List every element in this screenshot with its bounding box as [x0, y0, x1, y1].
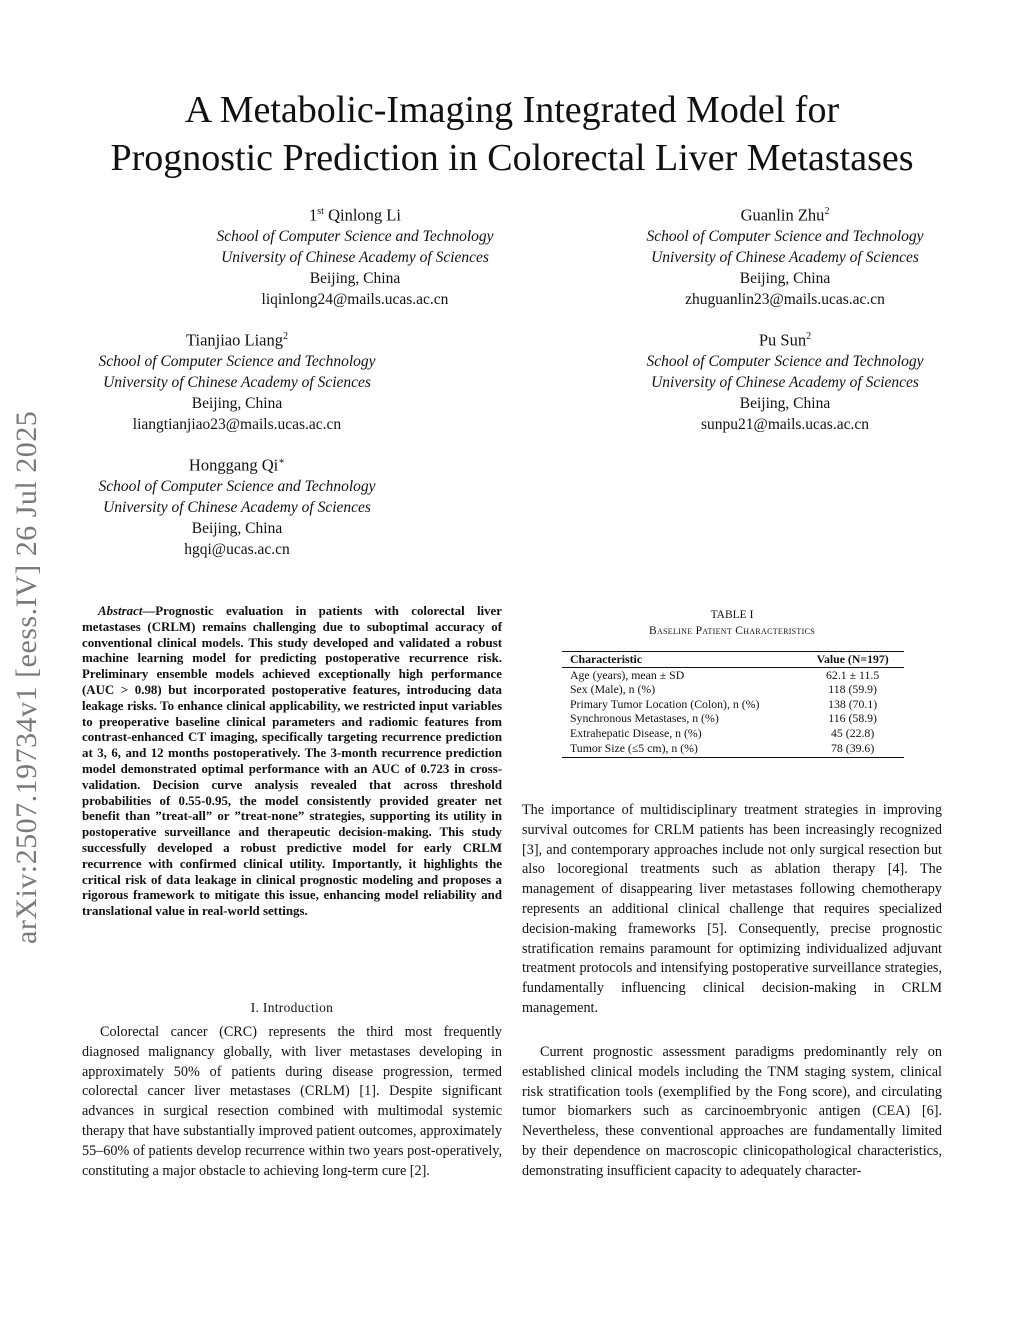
author-department: School of Computer Science and Technology: [98, 353, 376, 371]
intro-paragraph-1: Colorectal cancer (CRC) represents the third most frequently diagnosed malignancy globally, with liver metastases developing in approximately 50% of patients during disease progression, termed colorectal cancer liver metastases (CRLM) [1]. Despite significant advances in surgical resection combined with multimodal systemic therapy that have substantially improved patient outcomes, approximately 55–60% of patients develop recurrence within two years post-operatively, constituting a major obstacle to achieving long-term cure [2].: [82, 1024, 502, 1179]
table-cell: 45 (22.8): [831, 725, 875, 740]
author-name: Tianjiao Liang$^2$: [185, 330, 288, 350]
table-row: [562, 711, 904, 726]
title-line-1: A Metabolic-Imaging Integrated Model for: [184, 89, 840, 131]
author-city: Beijing, China: [191, 394, 283, 412]
arxiv-identifier: arXiv:2507.19734v1 [eess.IV] 26 Jul 2025: [10, 410, 43, 945]
table-cell: Tumor Size (≤5 cm), n (%): [562, 741, 801, 758]
author-name: Guanlin Zhu$^2$: [740, 205, 830, 225]
table-cell: Synchronous Metastases, n (%): [570, 711, 719, 726]
right-paragraph-1: The importance of multidisciplinary treatment strategies in improving survival outcomes for CRLM patients has been increasingly recognized [3], and contemporary approaches include not only surgical resection but also locoregional treatments such as ablation therapy [4]. The management of disappearing liver metastases following chemotherapy represents an additional clinical challenge that requires specialized decision-making frameworks [5]. Consequently, precise prognostic stratification remains paramount for optimizing individualized adjuvant treatment protocols and intensifying postoperative surveillance strategies, fundamentally influencing clinical decision-making in CRLM management.: [522, 802, 942, 1016]
author-name: Honggang Qi∗: [188, 455, 286, 475]
author-name: Pu Sun$^2$: [758, 330, 812, 350]
table-label: TABLE I: [710, 609, 754, 621]
table-cell: 118 (59.9): [828, 682, 877, 697]
table-row: [562, 667, 904, 682]
table-cell: 138 (70.1): [828, 696, 878, 711]
section-heading-introduction: I. Introduction: [250, 1000, 334, 1015]
author-university: University of Chinese Academy of Sciences: [103, 374, 371, 392]
author-block-4: [610, 327, 960, 435]
table-cell: 116 (58.9): [828, 711, 877, 726]
table-cell: 62.1 ± 11.5: [826, 667, 880, 682]
author-block-2: [610, 202, 960, 310]
author-name: 1st Qinlong Li: [309, 205, 401, 225]
title-line-2: Prognostic Prediction in Colorectal Liver Metastases: [110, 137, 914, 179]
right-paragraph-2: Current prognostic assessment paradigms predominantly rely on established clinical models including the TNM staging system, clinical risk stratification tools (exemplified by the Fong score), and circulating tumor biomarkers such as carcinoembryonic antigen (CEA) [6]. Nevertheless, these conventional approaches are fundamentally limited by their dependence on macroscopic clinicopathological characteristics, demonstrating insufficient capacity to adequately character-: [522, 1044, 942, 1179]
abstract: [82, 604, 502, 920]
table-row: [562, 682, 904, 697]
table-cell: Primary Tumor Location (Colon), n (%): [570, 696, 760, 711]
author-block-3: [62, 327, 412, 435]
author-university: University of Chinese Academy of Sciences: [651, 249, 919, 267]
author-block-1: [180, 202, 530, 310]
author-department: School of Computer Science and Technology: [646, 228, 924, 246]
author-university: University of Chinese Academy of Sciences: [651, 374, 919, 392]
baseline-characteristics-table: [562, 651, 904, 758]
paper-title: [60, 86, 964, 182]
table-row: [562, 741, 904, 758]
author-city: Beijing, China: [739, 269, 831, 287]
column-header: Characteristic: [562, 652, 801, 668]
author-city: Beijing, China: [309, 269, 401, 287]
column-header: Value (N=197): [801, 652, 904, 668]
abstract-label: Abstract: [98, 604, 143, 618]
table-row: [562, 726, 904, 741]
table-header-row: [562, 652, 904, 668]
table-cell: Age (years), mean ± SD: [570, 667, 685, 682]
author-city: Beijing, China: [191, 519, 283, 537]
author-email[interactable]: hgqi@ucas.ac.cn: [184, 540, 290, 558]
author-department: School of Computer Science and Technology: [216, 228, 494, 246]
author-department: School of Computer Science and Technology: [646, 353, 924, 371]
author-email[interactable]: sunpu21@mails.ucas.ac.cn: [701, 415, 869, 433]
author-email[interactable]: liqinlong24@mails.ucas.ac.cn: [261, 290, 449, 308]
table-cell: Extrahepatic Disease, n (%): [570, 725, 702, 740]
table-caption: [562, 607, 902, 639]
author-block-5: [62, 452, 412, 560]
table-cell: Sex (Male), n (%): [570, 682, 656, 697]
table-row: [562, 697, 904, 712]
author-email[interactable]: zhuguanlin23@mails.ucas.ac.cn: [685, 290, 885, 308]
author-email[interactable]: liangtianjiao23@mails.ucas.ac.cn: [132, 415, 342, 433]
author-department: School of Computer Science and Technology: [98, 478, 376, 496]
author-university: University of Chinese Academy of Sciences: [103, 499, 371, 517]
author-city: Beijing, China: [739, 394, 831, 412]
author-university: University of Chinese Academy of Sciences: [221, 249, 489, 267]
abstract-text: —Prognostic evaluation in patients with colorectal liver metastases (CRLM) remains challenging due to suboptimal accuracy of conventional clinical models. This study developed and validated a robust machine learning model for predicting postoperative recurrence risk. Preliminary ensemble models achieved exceptionally high performance (AUC > 0.98) but incorporated postoperative features, introducing data leakage risks. To enhance clinical applicability, we restricted input variables to preoperative baseline clinical parameters and radiomic features from contrast-enhanced CT imaging, specifically targeting recurrence prediction at 3, 6, and 12 months postoperatively. The 3-month recurrence prediction model demonstrated optimal performance with an AUC of 0.723 in cross-validation. Decision curve analysis revealed that across threshold probabilities of 0.55-0.95, the model consistently provided greater net benefit than ”treat-all” or ”treat-none” strategies, supporting its utility in postoperative surveillance and therapeutic decision-making. This study successfully developed a robust predictive model for early CRLM recurrence with confirmed clinical utility. Importantly, it highlights the critical risk of data leakage in clinical prognostic modeling and proposes a rigorous framework to mitigate this issue, enhancing model reliability and translational value in real-world settings.: [82, 604, 502, 919]
table-title: Baseline Patient Characteristics: [649, 625, 815, 637]
table-cell: 78 (39.6): [801, 741, 904, 758]
